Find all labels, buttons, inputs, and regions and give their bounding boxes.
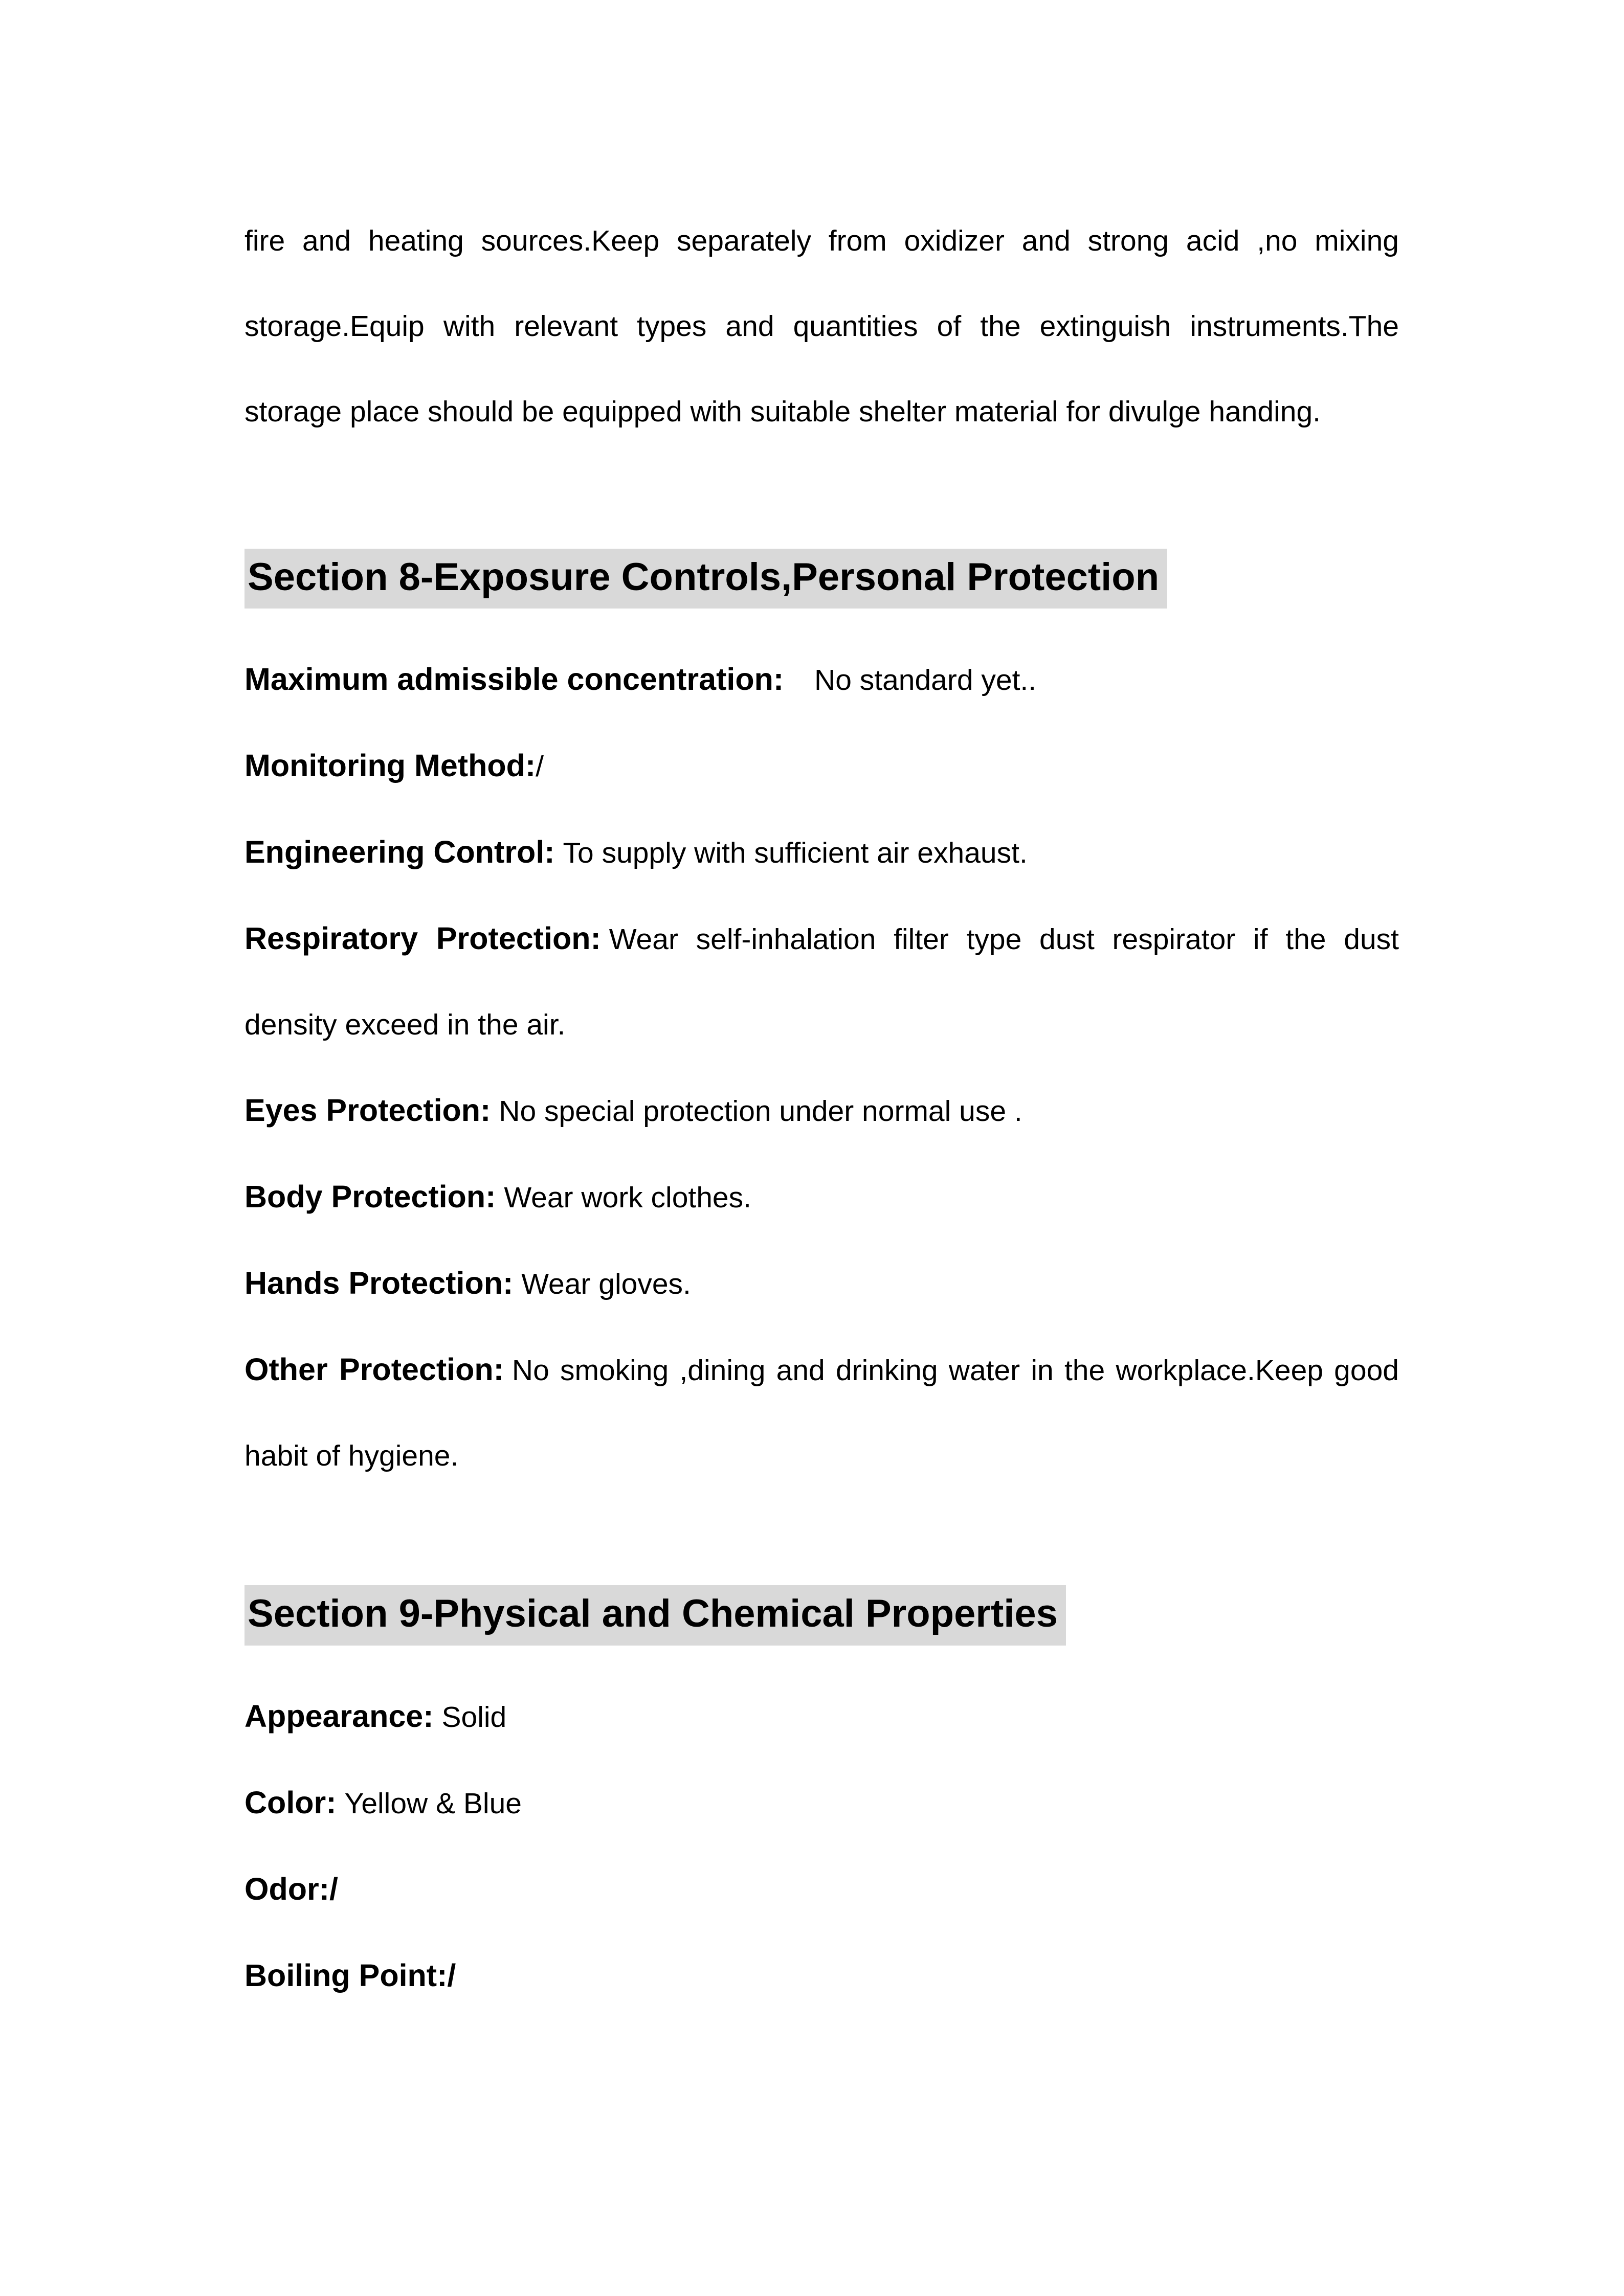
- field-label: Eyes Protection:: [244, 1093, 491, 1128]
- field-label: Maximum admissible concentration:: [244, 662, 784, 697]
- field-label: Engineering Control:: [244, 835, 555, 870]
- field-body-protection: [244, 1154, 1399, 1241]
- field-other-protection: [244, 1327, 1399, 1499]
- field-label: Monitoring Method:: [244, 748, 536, 783]
- field-value: Wear work clothes.: [504, 1181, 751, 1214]
- field-label: Color:: [244, 1785, 337, 1820]
- field-label: Body Protection:: [244, 1179, 496, 1214]
- field-value: No smoking ,dining and drinking water in the workplace.Keep good habit of hygiene.: [244, 1354, 1399, 1473]
- field-monitoring-method: [244, 723, 1399, 809]
- field-odor: [244, 1847, 1399, 1933]
- field-engineering-control: [244, 809, 1399, 896]
- field-appearance: [244, 1674, 1399, 1760]
- field-value: Yellow & Blue: [344, 1787, 522, 1820]
- field-label: Respiratory Protection:: [244, 921, 601, 956]
- section-9-heading: Section 9-Physical and Chemical Properties: [244, 1585, 1066, 1645]
- field-value: No special protection under normal use .: [499, 1095, 1022, 1128]
- section-8-heading-row: [244, 549, 1399, 609]
- field-value: Wear gloves.: [521, 1268, 691, 1301]
- field-maximum-admissible-concentration: [244, 637, 1399, 723]
- field-respiratory-protection: [244, 896, 1399, 1068]
- field-value: /: [536, 750, 544, 783]
- field-color: [244, 1760, 1399, 1847]
- field-hands-protection: [244, 1241, 1399, 1327]
- field-value: Solid: [441, 1700, 507, 1734]
- field-label: Hands Protection:: [244, 1266, 514, 1301]
- field-label: Odor:/: [244, 1871, 338, 1906]
- intro-paragraph: fire and heating sources.Keep separately from oxidizer and strong acid ,no mixing storage.Equip with relevant types and quantities of the extinguish instruments.The storage place should be equipped with suitable shelter material for divulge handing.: [244, 224, 1399, 428]
- field-label: Appearance:: [244, 1698, 434, 1734]
- field-eyes-protection: [244, 1068, 1399, 1154]
- field-label: Other Protection:: [244, 1352, 504, 1387]
- section-9-heading-row: [244, 1585, 1399, 1645]
- field-label: Boiling Point:/: [244, 1957, 456, 1993]
- field-value: No standard yet..: [814, 664, 1037, 697]
- field-boiling-point: [244, 1933, 1399, 2019]
- field-value: To supply with sufficient air exhaust.: [563, 837, 1028, 870]
- field-value: Wear self-inhalation filter type dust respirator if the dust density exceed in the air.: [244, 923, 1399, 1042]
- section-8-heading: Section 8-Exposure Controls,Personal Protection: [244, 549, 1167, 609]
